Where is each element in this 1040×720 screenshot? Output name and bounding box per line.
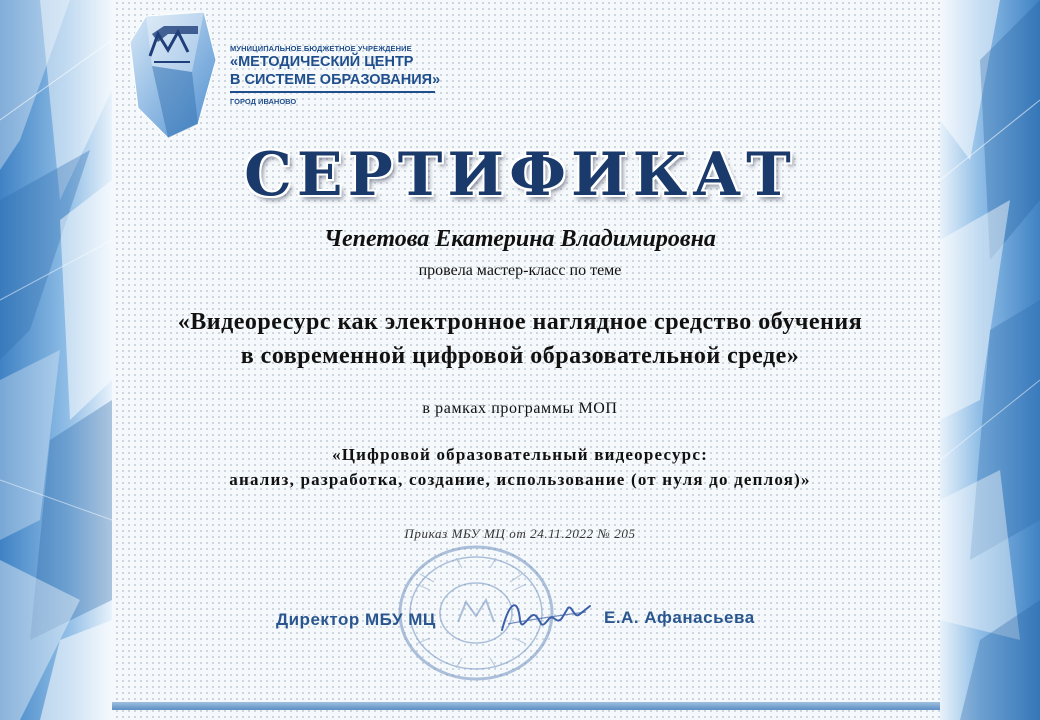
- organization-logo: [128, 12, 218, 140]
- organization-city: ГОРОД ИВАНОВО: [230, 96, 297, 106]
- program-line-1: «Цифровой образовательный видеоресурс:: [332, 445, 708, 464]
- signatory-position: Директор МБУ МЦ: [276, 610, 436, 629]
- organization-divider: [230, 91, 435, 93]
- topic-line-2: в современной цифровой образовательной среде»: [240, 343, 800, 369]
- handwritten-signature: [496, 590, 596, 640]
- order-reference: Приказ МБУ МЦ от 24.11.2022 № 205: [404, 526, 636, 541]
- signatory-name: Е.А. Афанасьева: [604, 608, 755, 627]
- certificate-title: СЕРТИФИКАТ: [244, 140, 796, 210]
- program-name: [0, 442, 1040, 492]
- organization-name-block: [230, 44, 445, 106]
- action-description: провела мастер-класс по теме: [418, 262, 622, 279]
- program-line-2: анализ, разработка, создание, использование (от нуля до деплоя)»: [229, 470, 811, 489]
- organization-type: МУНИЦИПАЛЬНОЕ БЮДЖЕТНОЕ УЧРЕЖДЕНИЕ: [230, 44, 412, 53]
- bottom-decorative-band: [112, 702, 940, 710]
- organization-name-line1: «МЕТОДИЧЕСКИЙ ЦЕНТР: [230, 54, 414, 70]
- recipient-name: Чепетова Екатерина Владимировна: [324, 226, 716, 252]
- program-framework: в рамках программы МОП: [422, 400, 618, 417]
- organization-name-line2: В СИСТЕМЕ ОБРАЗОВАНИЯ»: [230, 72, 441, 88]
- topic-line-1: «Видеоресурс как электронное наглядное средство обучения: [177, 309, 863, 335]
- masterclass-topic: [0, 305, 1040, 373]
